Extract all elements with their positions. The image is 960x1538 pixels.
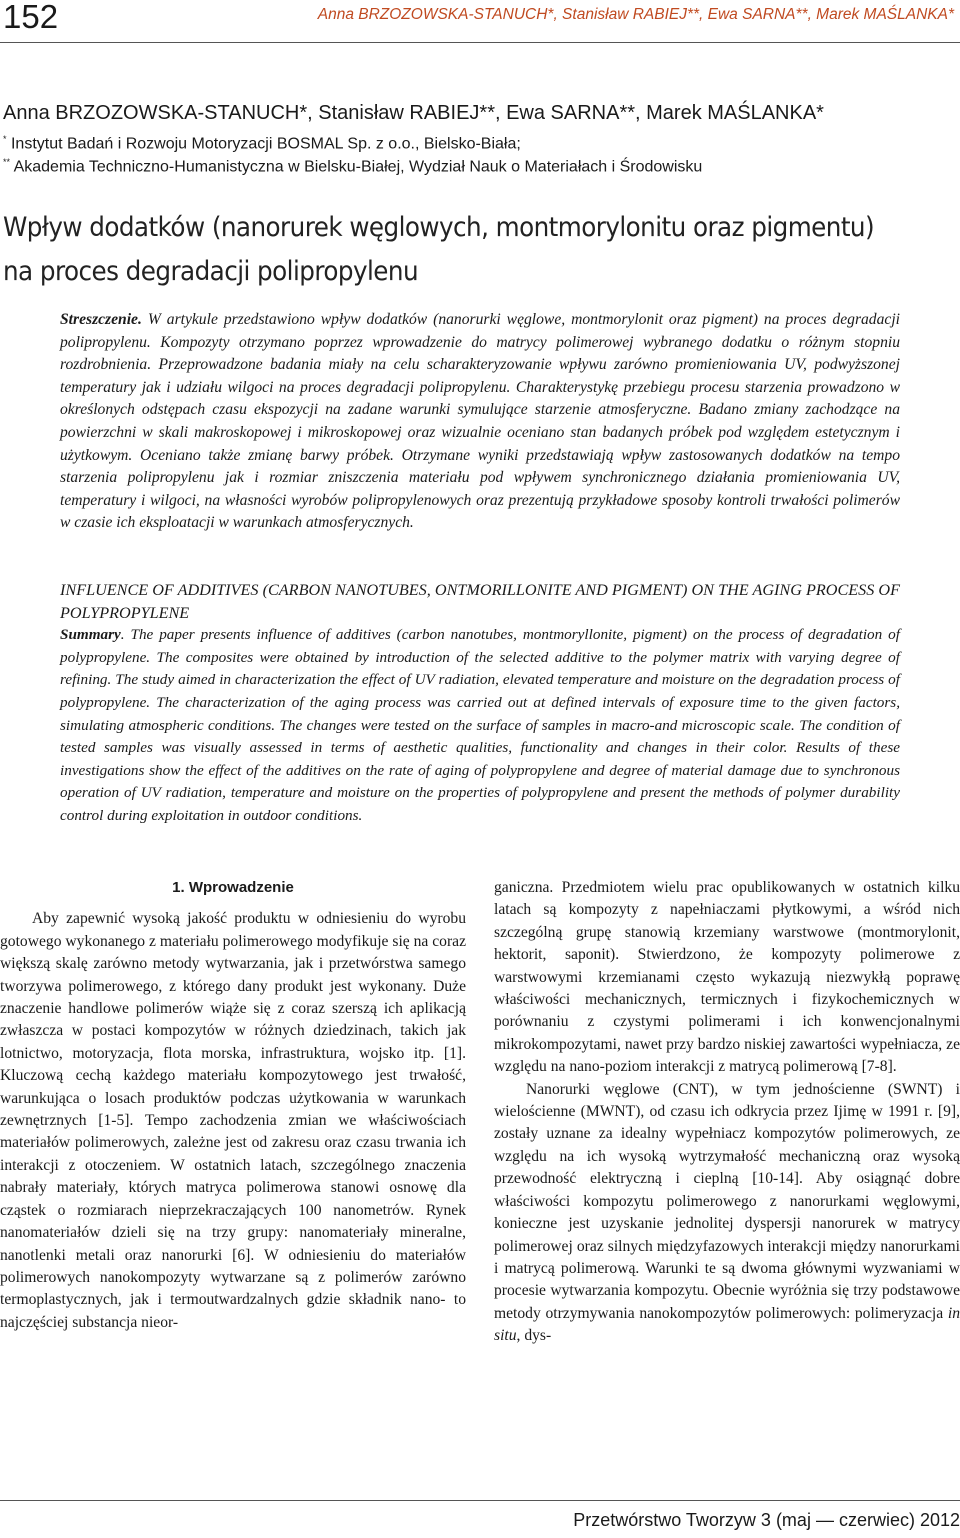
- affiliation-2-text: Akademia Techniczno-Humanistyczna w Bielsku-Białej, Wydział Nauk o Materiałach i Środowisku: [13, 158, 703, 176]
- header-rule: [0, 42, 960, 43]
- page-number: 152: [3, 0, 59, 35]
- body-text: Nanorurki węglowe (CNT), w tym jednościenne (SWNT) i wielościenne (MWNT), od czasu ich odkrycia przez Ijimę w 1991 r. [9], zostały uznane za idealny wypełniacz kompozytów polimerowych, ze względu na ich wysoką wytrzymałość mechaniczną oraz wysoką przewodność elektryczną i cieplną [10-14]. Aby osiągnąć dobre właściwości kompozytu polimerowego z nanorurkami węglowymi, konieczne jest uzyskanie jednolitej dyspersji nanorurek w matrycy polimerowej oraz silnych międzyfazowych interakcji między nanorurkami i matrycą polimerową. Warunki te są dwoma głównymi wyzwaniami w procesie wytwarzania kompozytu. Obecnie wyróżnia się trzy podstawowe metody otrzymywania nanokompozytów polimerowych: polimeryzacja: [494, 1080, 960, 1322]
- body-column-right: [494, 877, 960, 1348]
- authors: Anna BRZOZOWSKA-STANUCH*, Stanisław RABIEJ**, Ewa SARNA**, Marek MAŚLANKA*: [3, 102, 824, 124]
- body-paragraph: Aby zapewnić wysoką jakość produktu w odniesieniu do wyrobu gotowego wykonanego z materiału polimerowego modyfikuje się na coraz większą skalę zarówno metody wytwarzania, jak i przetwórstwa samego tworzywa polimerowego, z którego dany produkt jest wykonany. Duże znaczenie handlowe polimerów wiąże się z coraz szerszą ich aplikacją zwłaszcza w postaci kompozytów w różnych dziedzinach, takich jak lotnictwo, motoryzacja, flota morska, infrastruktura, wojsko itp. [1]. Kluczową cechą każdego materiału kompozytowego jest trwałość, warunkująca o losach produktów podczas użytkowania w warunkach zewnętrznych [1-5]. Tempo zachodzenia zmian we właściwościach materiałów polimerowych, zależne jest od zakresu oraz czasu trwania ich interakcji z otoczeniem. W ostatnich latach, szczególnego znaczenia nabrały materiały, których matryca polimerowa stanowi osnowę dla cząstek o rozmiarach nieprzekraczających 100 nanometrów. Rynek nanomateriałów dzieli się na trzy grupy: nanomateriały mineralne, nanotlenki metali oraz nanorurki [6]. W odniesieniu do materiałów polimerowych nanokompozyty wytwarzane są z polimerów zarówno termoplastycznych, jak i termoutwardzalnych gdzie składnik nano- to najczęściej substancja nieor-: [0, 910, 466, 1331]
- running-header-authors: Anna BRZOZOWSKA-STANUCH*, Stanisław RABIEJ**, Ewa SARNA**, Marek MAŚLANKA*: [317, 6, 954, 23]
- affiliation-2: [3, 157, 702, 176]
- body-paragraph: ganiczna. Przedmiotem wielu prac opublikowanych w ostatnich kilku latach są kompozyty z napełniaczami płytkowymi, a wśród nich szczególną grupę stanowią krzemiany warstwowe (montmorylonit, hektorit, saponit). Stwierdzono, że kompozyty polimerowe z warstwowymi krzemianami często wykazują niezwykłą poprawę właściwości mechanicznych, termicznych i fizykochemicznych w porównaniu z czystymi polimerami i ich konwencjonalnymi mikrokompozytami, nawet przy bardzo niskiej zawartości wypełniacza, ze względu na nano-poziom interakcji z matrycą polimerową [7-8].: [494, 879, 960, 1076]
- abstract-polish-text: W artykule przedstawiono wpływ dodatków (nanorurki węglowe, montmorylonit oraz pigment) na proces degradacji polipropylenu. Kompozyty otrzymano poprzez wprowadzenie do matrycy polimerowej wybranego dodatku o różnym stopniu rozdrobnienia. Przeprowadzone badania miały na celu scharakteryzowanie wpływu zarówno promieniowania UV, podwyższonej temperatury jak i udziału wilgoci na proces degradacji polipropylenu. Charakterystykę przebiegu procesu starzenia prowadzono w określonych odstępach czasu ekspozycji na zadane warunki symulujące starzenie atmosferyczne. Badano zmiany zachodzące na powierzchni w skali makroskopowej i mikroskopowej oraz wizualnie oceniano stan badanych próbek pod względem estetycznym i użytkowym. Oceniano także zmianę barwy próbek. Otrzymane wyniki przedstawiają wpływ zastosowanych dodatków na tempo starzenia polipropylenu jak i rozmiar zniszczenia materiału pod wpływem synchronicznego działania promieniowania UV, temperatury i wilgoci, na własności wyrobów polipropylenowych oraz prezentują przykładowe sposoby kontroli trwałości polimerów w czasie ich eksploatacji w warunkach atmosferycznych.: [60, 311, 900, 532]
- body-text: , dys-: [516, 1327, 552, 1345]
- abstract-english-text: . The paper presents influence of additives (carbon nanotubes, montmoryllonite, pigment) on the process of degradation of polypropylene. The composites were obtained by introduction of the selected additive to the polymer matrix with varying degree of refining. The study aimed in characterization the effect of UV radiation, elevated temperature and moisture on the degradation process of polypropylene. The characterization of the aging process was carried out at defined intervals of exposure time to the given factors, simulating atmospheric conditions. The changes were tested on the surface of samples in macro-and microscopic scale. The condition of tested samples was visually assessed in terms of aesthetic qualities, functionality and changes in their color. Results of these investigations show the effect of the additives on the rate of aging of polypropylene and degree of material damage due to synchronous operation of UV radiation, temperature and moisture on the properties of polypropylene and present the methods of polymer durability control during exploitation in outdoor conditions.: [60, 626, 900, 824]
- abstract-polish: [60, 309, 900, 535]
- affiliation-1-text: Instytut Badań i Rozwoju Motoryzacji BOSMAL Sp. z o.o., Bielsko-Biała;: [10, 135, 521, 153]
- article-title: Wpływ dodatków (nanorurek węglowych, montmorylonitu oraz pigmentu) na proces degradacji polipropylenu: [3, 212, 875, 287]
- body-text-italic: in situ: [494, 1304, 960, 1345]
- abstract-polish-label: Streszczenie.: [60, 311, 142, 328]
- affiliation-1: [3, 134, 521, 153]
- body-paragraph: [494, 1079, 960, 1348]
- abstract-english: [60, 579, 900, 828]
- journal-footer: Przetwórstwo Tworzyw 3 (maj — czerwiec) 2012: [573, 1510, 960, 1530]
- body-column-left: [0, 877, 466, 1334]
- footer-rule: [0, 1500, 960, 1501]
- section-heading: 1. Wprowadzenie: [172, 879, 294, 896]
- affiliation-2-mark: **: [3, 157, 11, 167]
- abstract-english-label: Summary: [60, 626, 121, 644]
- abstract-english-title: INFLUENCE OF ADDITIVES (CARBON NANOTUBES, ONTMORILLONITE AND PIGMENT) ON THE AGING PROCESS OF POLYPROPYLENE: [60, 581, 900, 622]
- affiliation-1-mark: *: [3, 134, 7, 144]
